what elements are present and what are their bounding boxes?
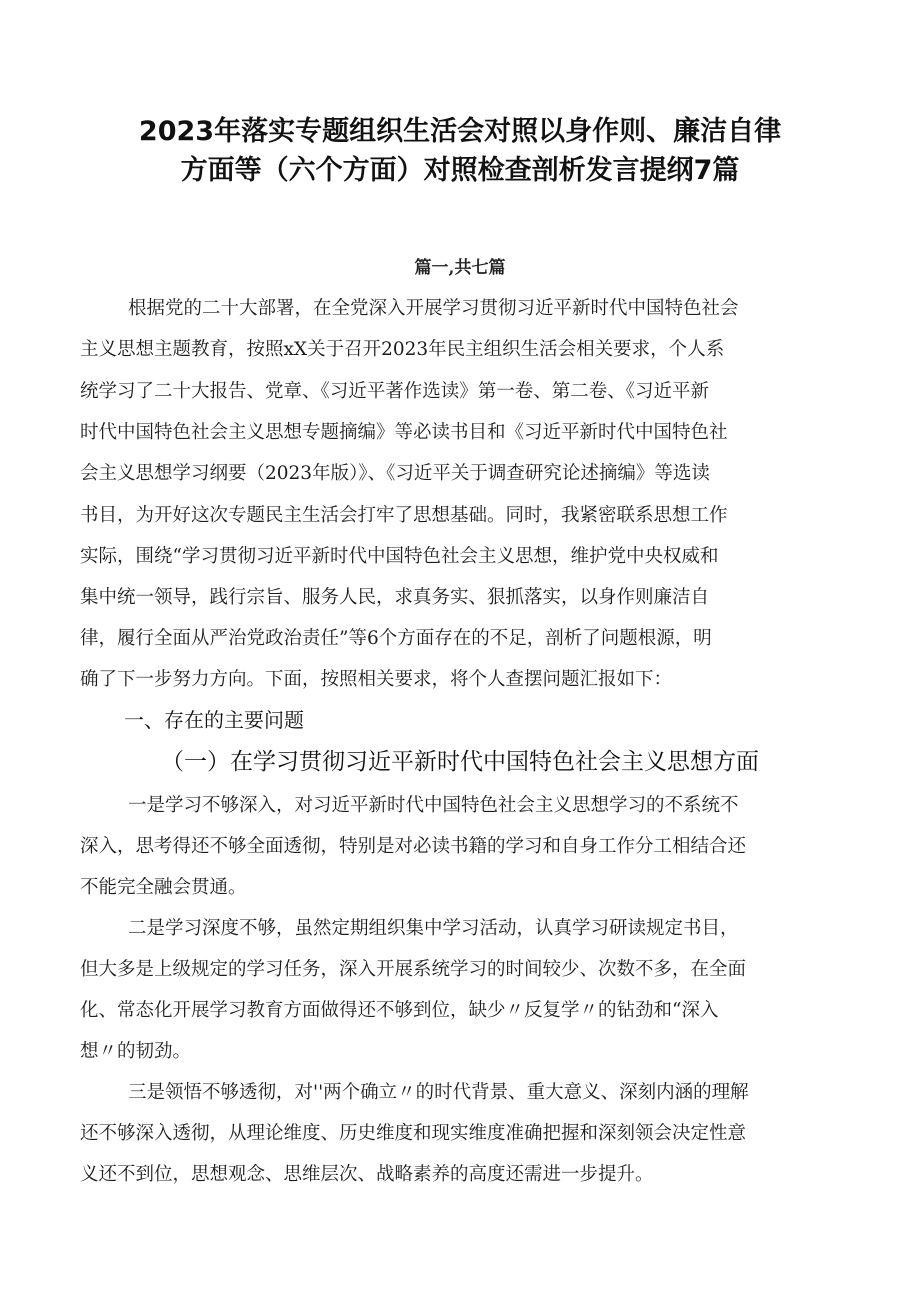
paragraph-line: 义还不到位，思想观念、思维层次、战略素养的高度还需进一步提升。 [80, 1164, 654, 1185]
document-title-line-1: 2023年落实专题组织生活会对照以身作则、廉洁自律 [138, 116, 782, 147]
intro-line: 会主义思想学习纲要（2023年版）》、《习近平关于调查研究论述摘编》等选读 [80, 463, 710, 484]
intro-line: 实际，围绕“学习贯彻习近平新时代中国特色社会主义思想，维护党中央权威和 [80, 546, 719, 567]
paragraph-line: 不能完全融会贯通。 [80, 877, 247, 898]
intro-line: 主义思想主题教育，按照xX关于召开2023年民主组织生活会相关要求，个人系 [80, 339, 725, 360]
intro-line: 集中统一领导，践行宗旨、服务人民，求真务实、狠抓落实，以身作则廉洁自 [80, 587, 710, 608]
section-subtitle: 篇一,共七篇 [414, 258, 506, 278]
paragraph-line: 化、常态化开展学习教育方面做得还不够到位，缺少〃反复学〃的钻劲和“深入 [80, 1000, 719, 1021]
paragraph-line: 深入，思考得还不够全面透彻，特别是对必读书籍的学习和自身工作分工相结合还 [80, 836, 747, 857]
intro-line: 确了下一步努力方向。下面，按照相关要求，将个人查摆问题汇报如下： [80, 669, 673, 690]
section-heading-1: 一、存在的主要问题 [124, 708, 304, 732]
paragraph-line: 一是学习不够深入，对习近平新时代中国特色社会主义思想学习的不系统不 [128, 795, 739, 816]
paragraph-line: 三是领悟不够透彻，对''两个确立〃的时代背景、重大意义、深刻内涵的理解 [128, 1082, 749, 1103]
paragraph-line: 二是学习深度不够，虽然定期组织集中学习活动，认真学习研读规定书目， [128, 918, 739, 939]
paragraph-line: 想〃的韧劲。 [80, 1041, 192, 1062]
intro-line: 时代中国特色社会主义思想专题摘编》等必读书目和《习近平新时代中国特色社 [80, 422, 728, 443]
paragraph-line: 还不够深入透彻，从理论维度、历史维度和现实维度准确把握和深刻领会决定性意 [80, 1123, 747, 1144]
section-heading-2: （一）在学习贯彻习近平新时代中国特色社会主义思想方面 [161, 749, 759, 775]
document-title-line-2: 方面等（六个方面）对照检查剖析发言提纲7篇 [180, 155, 740, 186]
paragraph-line: 但大多是上级规定的学习任务，深入开展系统学习的时间较少、次数不多，在全面 [80, 959, 747, 980]
intro-line: 统学习了二十大报告、党章、《习近平著作选读》第一卷、第二卷、《习近平新 [80, 381, 710, 402]
intro-line: 根据党的二十大部署，在全党深入开展学习贯彻习近平新时代中国特色社会 [128, 298, 739, 319]
intro-line: 书目，为开好这次专题民主生活会打牢了思想基础。同时，我紧密联系思想工作 [80, 505, 728, 526]
intro-line: 律，履行全面从严治党政治责任”等6个方面存在的不足，剖析了问题根源，明 [80, 628, 712, 649]
